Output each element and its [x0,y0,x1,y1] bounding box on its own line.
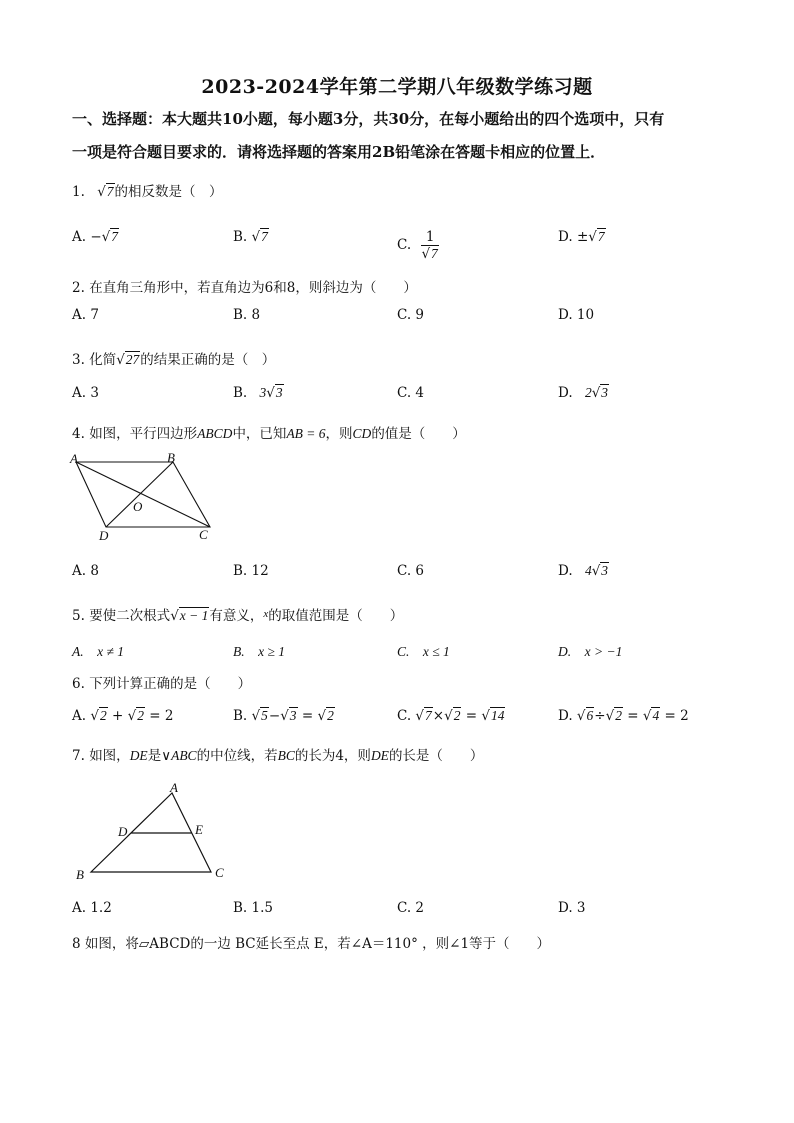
vertex-label-a: A [70,451,78,466]
question-1: 1. √7的相反数是（ ） [72,184,223,200]
option-b[interactable]: B. 3√3 [233,385,283,401]
page-title: 2023-2024学年第二学期八年级数学练习题 [201,76,593,98]
question-8: 8 如图，将▱ABCD的一边 BC延长至点 E，若∠A＝110° ，则∠1等于（ ） [72,936,551,952]
vertex-label-d: D [118,824,128,839]
option-d[interactable]: D. 2√3 [558,385,609,401]
vertex-label-a: A [170,780,178,795]
option-c[interactable]: C. 9 [397,307,425,323]
parallelogram-figure [68,450,218,550]
option-d[interactable]: D. 3 [558,900,586,916]
option-c[interactable]: C. 6 [397,563,425,579]
option-d[interactable]: D. 4√3 [558,563,609,579]
fraction-denominator: 7 [431,246,438,261]
option-a[interactable]: A. √2 + √2 = 2 [72,708,174,724]
option-d[interactable]: D. ±√7 [558,229,605,245]
section-instructions-line1: 一、选择题：本大题共10小题，每小题3分，共30分，在每小题给出的四个选项中，只有 [72,110,665,128]
option-c[interactable]: C. √7×√2 = √14 [397,708,505,724]
vertex-label-c: C [215,865,224,880]
option-a[interactable]: A. 7 [72,307,99,323]
option-b[interactable]: B. 12 [233,563,269,579]
question-6: 6. 下列计算正确的是（ ） [72,676,252,692]
vertex-label-b: B [76,867,84,882]
question-5: 5. 要使二次根式√x − 1有意义，$^x$的取值范围是（ ） [72,608,404,624]
vertex-label-b: B [167,450,175,465]
option-a[interactable]: A. 1.2 [72,900,112,916]
option-c[interactable]: C. 2 [397,900,425,916]
option-a[interactable]: A. −√7 [72,229,119,245]
option-a[interactable]: A. 3 [72,385,99,401]
option-b[interactable]: B. 1.5 [233,900,273,916]
question-2: 2. 在直角三角形中，若直角边为6和8，则斜边为（ ） [72,280,417,296]
option-a[interactable]: A. 8 [72,563,99,579]
vertex-label-d: D [99,528,109,543]
question-number: 1. [72,184,85,200]
option-b[interactable]: B. √5−√3 = √2 [233,708,334,724]
section-instructions-line2: 一项是符合题目要求的．请将选择题的答案用2B铅笔涂在答题卡相应的位置上． [72,143,606,161]
option-c[interactable]: C. 4 [397,385,425,401]
option-b[interactable]: B. x ≥ 1 [233,644,286,659]
option-c[interactable]: C. $\frac{1}{√7}$ [397,229,438,262]
center-label-o: O [133,499,143,514]
option-d[interactable]: D. √6÷√2 = √4 = 2 [558,708,689,724]
question-7: 7. 如图，DE是∨ABC的中位线，若BC的长为4，则DE的长是（ ） [72,748,484,764]
option-b[interactable]: B. 8 [233,307,261,323]
diagonal-ac [76,462,210,527]
fraction-numerator: 1 [421,229,438,246]
question-4: 4. 如图，平行四边形ABCD中，已知AB = 6，则CD的值是（ ） [72,426,466,442]
radicand: 7 [106,184,114,199]
option-d[interactable]: D. 10 [558,307,595,323]
vertex-label-c: C [199,527,208,542]
option-c[interactable]: C. x ≤ 1 [397,644,450,659]
option-b[interactable]: B. √7 [233,229,268,245]
question-3: 3. 化简√27的结果正确的是（ ） [72,352,276,368]
diagonal-bd [106,462,173,527]
option-a[interactable]: A. x ≠ 1 [72,644,125,659]
vertex-label-e: E [195,822,203,837]
option-d[interactable]: D. x > −1 [558,644,623,659]
triangle-figure [70,778,240,886]
question-text: 的相反数是（ ） [114,184,223,200]
